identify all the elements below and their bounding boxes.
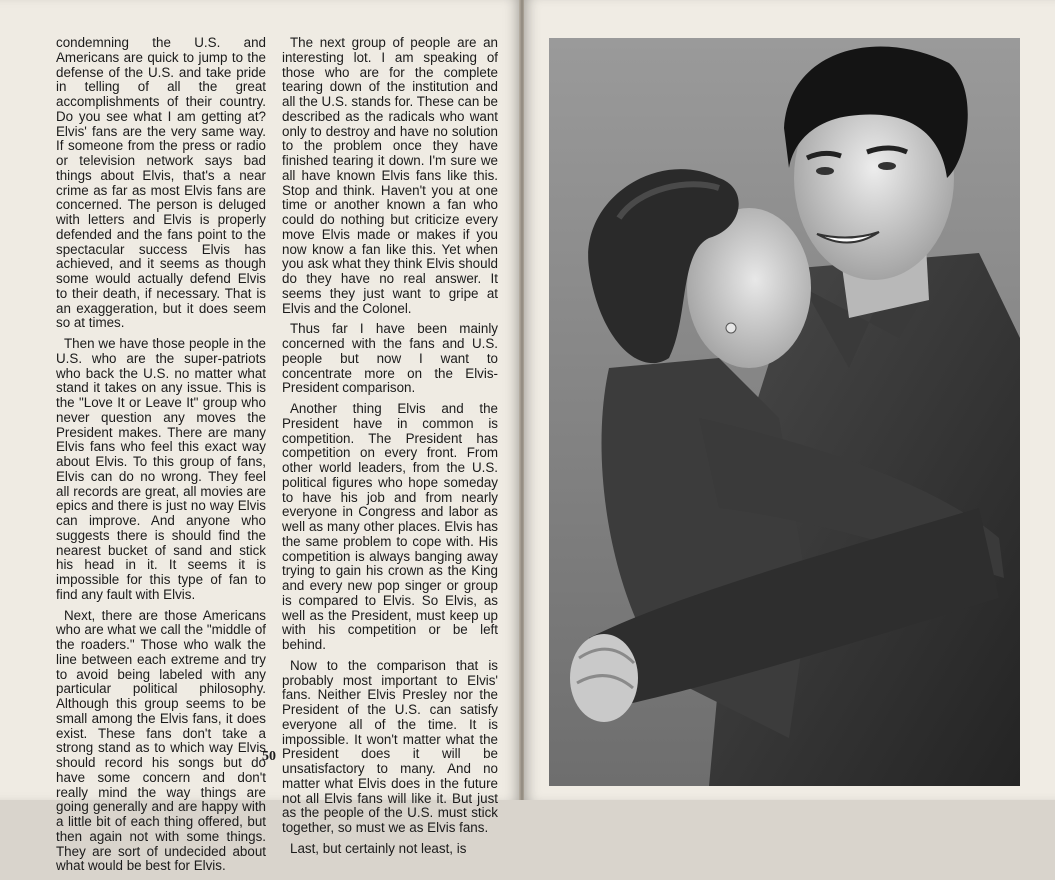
- paragraph: condemning the U.S. and Americans are quick to jump to the defense of the U.S. and take pride in telling of all the great accomplishments of their country. Do you see what I am getting at? Elvis' fans are the very same way. If someone from the press or radio or television network says bad things about Elvis, that's a near crime as far as most Elvis fans are concerned. The person is deluged with letters and Elvis is properly defended and the fans point to the spectacular success Elvis has achieved, and it seems as though some would actually defend Elvis to their death, if necessary. That is an exaggeration, but it does seem so at times.: [56, 35, 266, 331]
- paragraph: Now to the comparison that is probably most important to Elvis' fans. Neither Elvis Presley nor the President of the U.S. can satisfy everyone all of the time. It is impossible. It won't matter what the President does it will be unsatisfactory to many. And no matter what Elvis does in the future not all Elvis fans will like it. But just as the people of the U.S. must stick together, so must we as Elvis fans.: [282, 657, 498, 835]
- hands: [570, 634, 638, 722]
- paragraph: Thus far I have been mainly concerned with the fans and U.S. people but now I want to concentrate more on the Elvis-President comparison.: [282, 321, 498, 396]
- black-and-white-photo: [549, 38, 1020, 786]
- article-column-2: [282, 36, 498, 863]
- photo-illustration: [549, 38, 1020, 786]
- paragraph: The next group of people are an interesting lot. I am speaking of those who are for the complete tearing down of the institution and all the U.S. stands for. These can be described as the radicals who want only to destroy and have no solution to the problem once they have finished tearing it down. I'm sure we all have known Elvis fans like this. Stop and think. Haven't you at one time or another known a fan who could do nothing but criticize every move Elvis made or makes if you now know a fan like this. Yet when you ask what they think Elvis should do they have no real answer. It seems they just want to gripe at Elvis and the Colonel.: [282, 35, 498, 316]
- paragraph: Then we have those people in the U.S. who are the super-patriots who back the U.S. no matter what stand it takes on any issue. This is the "Love It or Leave It" group who never question any moves the President makes. There are many Elvis fans who feel this exact way about Elvis. To this group of fans, Elvis can do no wrong. They feel all records are great, all movies are epics and there is just no way Elvis can improve. And anyone who suggests there is should find the nearest bucket of sand and stick his head in it. It seems it is impossible for this type of fan to find any fault with Elvis.: [56, 336, 266, 602]
- paragraph: Another thing Elvis and the President have in common is competition. The President has competition on every front. From other world leaders, from the U.S. political figures who hope someday to have his job and from nearly everyone in Congress and labor as well as many other places. Elvis has the same problem to cope with. His competition is always banging away trying to gain his crown as the King and every new pop singer or group is compared to Elvis. So Elvis, as well as the President, must keep up with his competition or be left behind.: [282, 401, 498, 652]
- article-column-1: [56, 36, 266, 880]
- page-number: 50: [262, 749, 276, 764]
- paragraph: Last, but certainly not least, is: [290, 840, 467, 856]
- paragraph: Next, there are those Americans who are what we call the "middle of the roaders." Those who walk the line between each extreme and try to avoid being labeled with any particular political philosophy. Although this group seems to be small among the Elvis fans, it does exist. These fans don't take a strong stand as to which way Elvis should record his songs but do have some concern and don't really mind the way things are going generally and are happy with a little bit of each thing offered, but then again not with some things. They are sort of undecided about what would be best for Elvis.: [56, 607, 266, 874]
- left-page: [0, 0, 520, 874]
